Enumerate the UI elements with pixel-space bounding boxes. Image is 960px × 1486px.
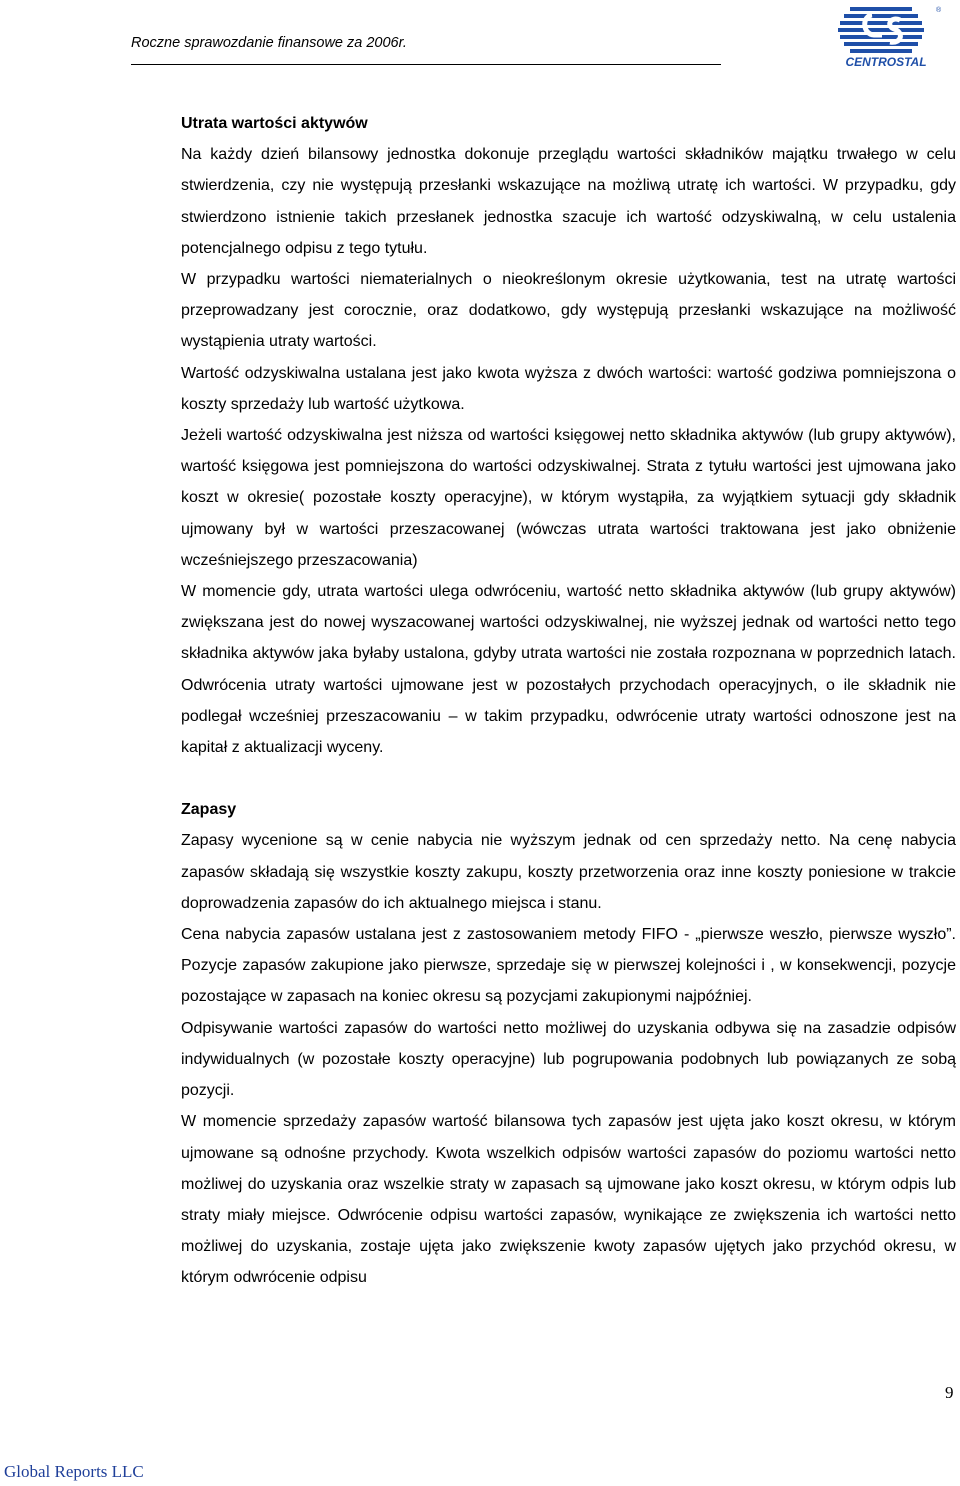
header-divider (131, 64, 721, 65)
svg-text:®: ® (936, 7, 942, 14)
centrostal-logo (828, 2, 944, 70)
paragraph: Jeżeli wartość odzyskiwalna jest niższa od wartości księgowej netto składnika aktywów (lub grupy aktywów), wartość księgowa jest pomniejszona do wartości odzyskiwalnej. Strata z tytułu wartości jest ujmowana jako koszt w okresie( pozostałe koszty operacyjne), w którym wystąpiła, za wyjątkiem sytuacji gdy składnik ujmowany był w wartości przeszacowanej (wówczas utrata wartości traktowana jest jako obniżenie wcześniejszego przeszacowania) (181, 427, 956, 569)
section-spacer (181, 763, 956, 794)
paragraph: W momencie gdy, utrata wartości ulega odwróceniu, wartość netto składnika aktywów (lub grupy aktywów) zwiększana jest do nowej wyszacowanej wartości odzyskiwalnej, nie wyższej jednak od wartości netto tego składnika aktywów jaka byłaby ustalona, gdyby utrata wartości nie została rozpoznana w poprzednich latach. Odwrócenia utraty wartości ujmowane jest w pozostałych przychodach operacyjnych, o ile składnik nie podlegał wcześniej przeszacowaniu – w takim przypadku, odwrócenie utraty wartości odnoszone jest na kapitał z aktualizacji wyceny. (181, 583, 956, 757)
footer-credit: Global Reports LLC (4, 1462, 144, 1481)
section-heading-impairment: Utrata wartości aktywów (181, 115, 368, 132)
paragraph: W momencie sprzedaży zapasów wartość bilansowa tych zapasów jest ujęta jako koszt okresu, w którym ujmowane są odnośne przychody. Kwota wszelkich odpisów wartości zapasów do poziomu wartości netto możliwej do uzyskania oraz wszelkie straty w zapasach są ujmowane jako koszt okresu, w którym odpis lub straty miały miejsce. Odwrócenie odpisu wartości zapasów, wynikające ze zwiększenia ich wartości netto możliwej do uzyskania, zostaje ujęta jako zwiększenie kwoty zapasów ujętych jako przychód okresu, w którym odwrócenie odpisu (181, 1113, 956, 1287)
paragraph: Cena nabycia zapasów ustalana jest z zastosowaniem metody FIFO - „pierwsze weszło, pierwsze wyszło”. Pozycje zapasów zakupione jako pierwsze, sprzedaje się w pierwszej kolejności i , w konsekwencji, pozycje pozostające w zapasach na koniec okresu są pozycjami zakupionymi najpóźniej. (181, 926, 956, 1006)
section-heading-inventory: Zapasy (181, 801, 237, 819)
paragraph: Na każdy dzień bilansowy jednostka dokonuje przeglądu wartości składników majątku trwałego w celu stwierdzenia, czy nie występują przesłanki wskazujące na możliwą utratę ich wartości. W przypadku, gdy stwierdzono istnienie takich przesłanek jednostka szacuje ich wartość odzyskiwalną, w celu ustalenia potencjalnego odpisu z tego tytułu. (181, 146, 956, 257)
paragraph: Odpisywanie wartości zapasów do wartości netto możliwej do uzyskania odbywa się na zasadzie odpisów indywidualnych (w pozostałe koszty operacyjne) lub pogrupowania podobnych lub powiązanych ze sobą pozycji. (181, 1019, 956, 1100)
paragraph: Zapasy wycenione są w cenie nabycia nie wyższym jednak od cen sprzedaży netto. Na cenę nabycia zapasów składają się wszystkie koszty zakupu, koszty przetworzenia oraz inne koszty poniesione w trakcie doprowadzenia zapasów do ich aktualnego miejsca i stanu. (181, 832, 956, 912)
page-number: 9 (945, 1383, 954, 1402)
report-title: Roczne sprawozdanie finansowe za 2006r. (131, 35, 407, 51)
svg-text:CENTROSTAL: CENTROSTAL (845, 55, 927, 69)
document-body (181, 108, 956, 1294)
paragraph: W przypadku wartości niematerialnych o nieokreślonym okresie użytkowania, test na utratę wartości przeprowadzany jest corocznie, oraz dodatkowo, gdy występują przesłanki wskazujące na możliwość wystąpienia utraty wartości. (181, 271, 956, 351)
paragraph: Wartość odzyskiwalna ustalana jest jako kwota wyższa z dwóch wartości: wartość godziwa pomniejszona o koszty sprzedaży lub wartość użytkowa. (181, 364, 956, 413)
